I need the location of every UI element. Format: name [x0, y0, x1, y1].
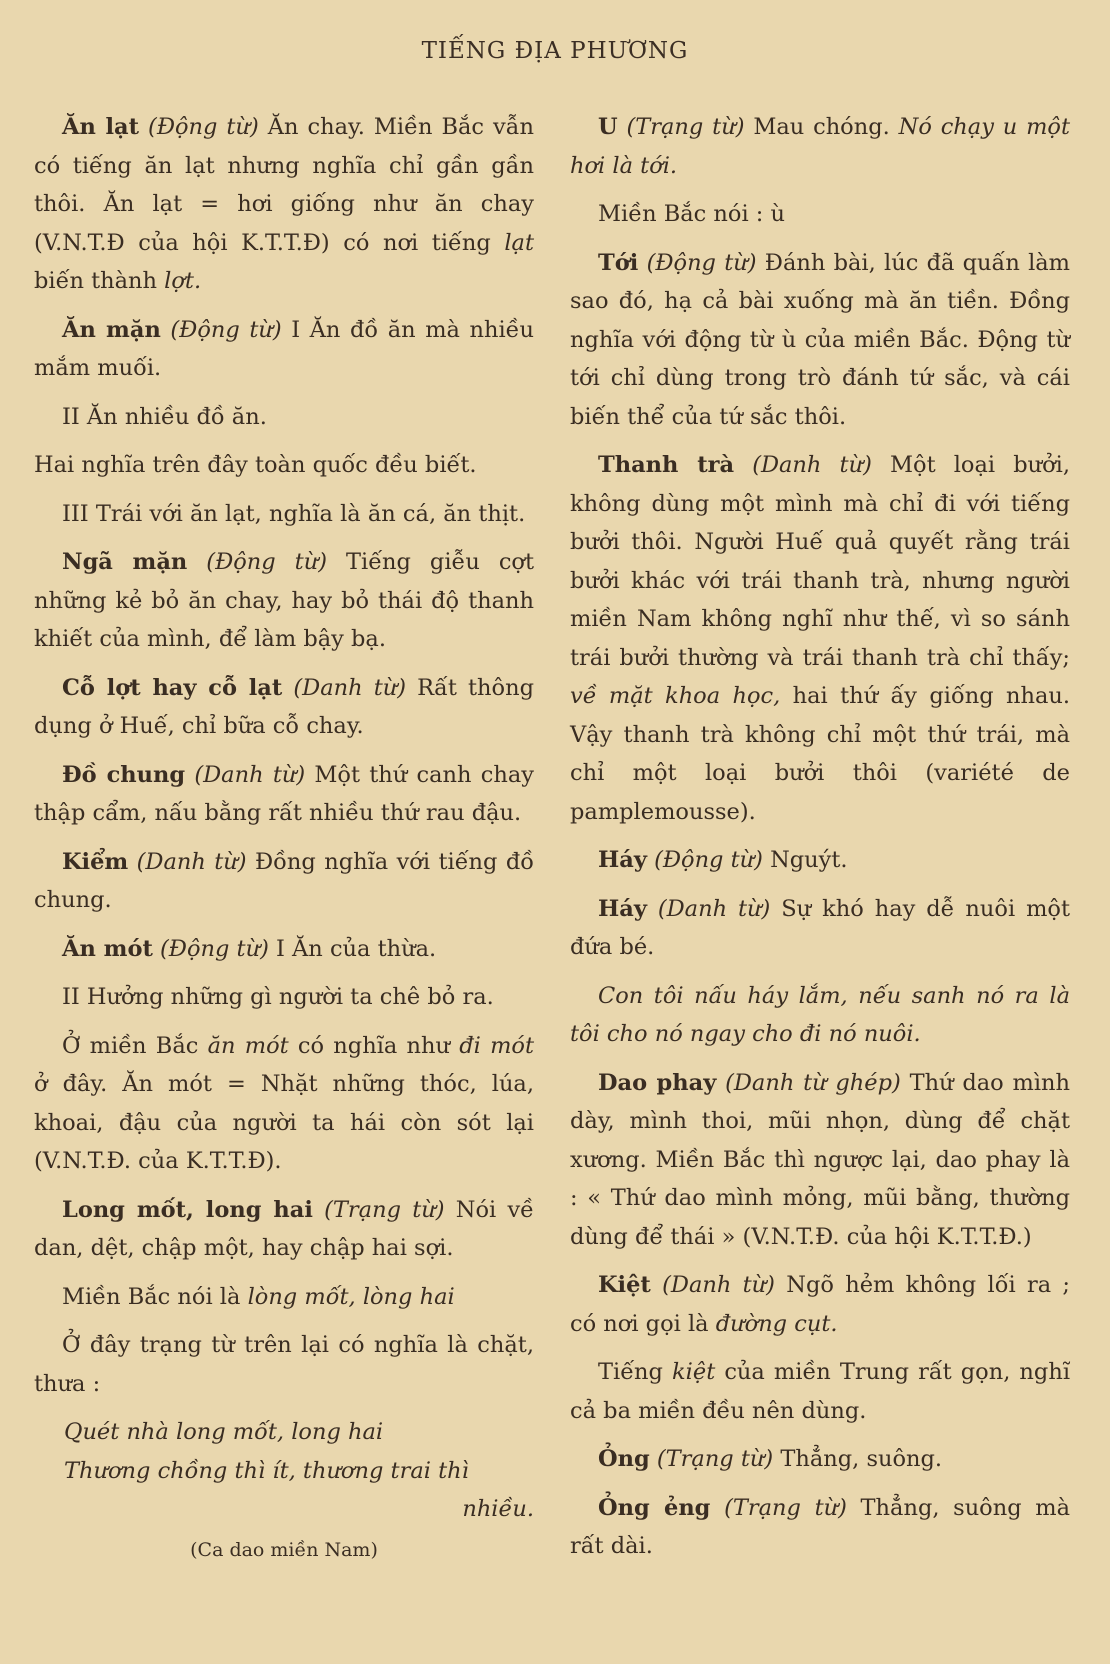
entry-an-man	[34, 311, 534, 388]
part-of-speech: (Trạng từ)	[324, 1196, 445, 1223]
headword: Ỏng ẻng	[598, 1494, 711, 1521]
entry-an-mot	[34, 930, 534, 969]
emphasis: đường cụt.	[715, 1310, 838, 1337]
quote-line: Thương chồng thì ít, thương trai thì	[64, 1457, 469, 1484]
right-column	[570, 108, 1070, 1576]
definition: I Ăn đồ ăn mà nhiều mắm muối.	[34, 316, 535, 381]
left-column	[34, 108, 534, 1588]
definition: Ngõ hẻm không lối ra ; có nơi gọi là	[570, 1272, 1071, 1337]
note-text: Miền Bắc nói là	[62, 1283, 241, 1310]
definition: Thẳng, suông mà rất dài.	[570, 1494, 1071, 1559]
headword: Kiệt	[598, 1272, 651, 1298]
definition: biến thành	[34, 268, 158, 294]
headword: Đồ chung	[62, 761, 186, 788]
folk-verse-quote	[34, 1413, 534, 1569]
part-of-speech: (Động từ)	[170, 316, 282, 343]
definition: Nguýt.	[770, 847, 848, 873]
quote-source: (Ca dao miền Nam)	[190, 1538, 378, 1561]
definition: Đồng nghĩa với tiếng đồ chung.	[34, 848, 534, 913]
headword: Háy	[598, 895, 647, 922]
entry-long-mot	[34, 1191, 534, 1268]
part-of-speech: (Danh từ)	[136, 848, 247, 875]
definition: Mau chóng.	[753, 114, 890, 140]
entry-nga-man	[34, 543, 534, 659]
emphasis: kiệt	[672, 1359, 716, 1385]
headword: Ngã mặn	[62, 549, 188, 575]
entry-do-chung	[34, 756, 534, 833]
note-text: Tiếng	[598, 1359, 663, 1385]
part-of-speech: (Danh từ)	[662, 1272, 775, 1298]
note-text: có nghĩa như	[297, 1032, 451, 1059]
definition: Một thứ canh chay thập cẩm, nấu bằng rất nhiều thứ rau đậu.	[34, 761, 534, 826]
part-of-speech: (Trạng từ)	[724, 1494, 847, 1521]
note-text: Ở miền Bắc	[62, 1032, 199, 1059]
page-header: TIẾNG ĐỊA PHƯƠNG	[421, 38, 689, 64]
emphasis: lạt	[504, 229, 534, 256]
entry-co-lot	[34, 669, 534, 746]
definition: Một loại bưởi, không dùng một mình mà chỉ đi với tiếng bưởi thôi. Người Huế quả quyết rằng trái bưởi khác với trái thanh trà, nhưng người miền Nam không nghĩ như thế, vì so sánh trái bưởi thường và trái thanh trà chỉ thấy;	[570, 452, 1071, 671]
entry-sense: II Ăn nhiều đồ ăn.	[62, 403, 267, 430]
entry-ong	[570, 1440, 1070, 1479]
entry-hay-verb	[570, 841, 1070, 880]
note-text: của miền Trung rất gọn, nghĩ cả ba miền đều nên dùng.	[570, 1359, 1071, 1424]
part-of-speech: (Động từ)	[148, 114, 259, 140]
headword: U	[598, 114, 618, 140]
headword: Háy	[598, 847, 647, 873]
entry-note: Hai nghĩa trên đây toàn quốc đều biết.	[34, 452, 477, 478]
part-of-speech: (Danh từ ghép)	[725, 1069, 901, 1096]
entry-kiet	[570, 1266, 1070, 1343]
entry-note: Miền Bắc nói : ù	[598, 201, 786, 227]
emphasis: đi mót	[459, 1032, 535, 1059]
entry-sense: II Hưởng những gì người ta chê bỏ ra.	[62, 984, 494, 1010]
definition: I Ăn của thừa.	[276, 935, 437, 962]
definition: Rất thông dụng ở Huế, chỉ bữa cỗ chay.	[34, 674, 534, 739]
entry-note	[570, 1353, 1070, 1430]
example-sentence: Con tôi nấu háy lắm, nếu sanh nó ra là tôi cho nó ngay cho đi nó nuôi.	[570, 982, 1070, 1047]
part-of-speech: (Động từ)	[654, 847, 763, 873]
definition: Ăn chay. Miền Bắc vẫn có tiếng ăn lạt nhưng nghĩa chỉ gần gần thôi. Ăn lạt = hơi giống như ăn chay (V.N.T.Đ của hội K.T.T.Đ) có nơi tiếng	[34, 114, 535, 256]
entry-hay-noun	[570, 890, 1070, 967]
emphasis: lợt.	[164, 268, 202, 294]
entry-toi	[570, 244, 1070, 437]
definition: Nói về dan, dệt, chập một, hay chập hai sợi.	[34, 1196, 535, 1261]
definition: Đánh bài, lúc đã quấn làm sao đó, hạ cả bài xuống mà ăn tiền. Đồng nghĩa với động từ ù của miền Bắc. Động từ tới chỉ dùng trong trò đánh tứ sắc, và cái biến thể của tứ sắc thôi.	[570, 249, 1071, 430]
part-of-speech: (Danh từ)	[293, 674, 407, 701]
headword: Ăn lạt	[62, 114, 140, 140]
definition: Thứ dao mình dày, mình thoi, mũi nhọn, dùng để chặt xương. Miền Bắc thì ngược lại, dao phay là : « Thứ dao mình mỏng, mũi bằng, thường dùng để thái » (V.N.T.Đ. của hội K.T.T.Đ.)	[570, 1069, 1070, 1250]
note-text: ở đây. Ăn mót = Nhặt những thóc, lúa, khoai, đậu của người ta hái còn sót lại (V.N.T.Đ. của K.T.T.Đ).	[34, 1071, 534, 1174]
definition: Thẳng, suông.	[780, 1446, 943, 1472]
entry-an-lat	[34, 108, 534, 301]
part-of-speech: (Trạng từ)	[656, 1446, 774, 1472]
entry-thanh-tra	[570, 446, 1070, 831]
entry-sense: III Trái với ăn lạt, nghĩa là ăn cá, ăn thịt.	[62, 500, 526, 527]
entry-note	[34, 1278, 534, 1317]
part-of-speech: (Động từ)	[646, 249, 757, 276]
part-of-speech: (Động từ)	[206, 549, 327, 575]
part-of-speech: (Danh từ)	[657, 895, 771, 922]
headword: Dao phay	[598, 1069, 717, 1096]
part-of-speech: (Trạng từ)	[626, 114, 745, 140]
example: Nó chạy u một hơi là tới.	[570, 114, 1071, 179]
quote-line: Quét nhà long mốt, long hai	[64, 1419, 384, 1445]
definition: hai thứ ấy giống nhau. Vậy thanh trà không chỉ một thứ trái, mà chỉ một loại bưởi thôi (variété de pamplemousse).	[570, 683, 1070, 825]
headword: Kiểm	[62, 848, 129, 875]
entry-ong-eng	[570, 1489, 1070, 1566]
headword: Ăn mót	[62, 935, 153, 962]
part-of-speech: (Danh từ)	[194, 761, 306, 788]
entry-kiem	[34, 843, 534, 920]
part-of-speech: (Động từ)	[160, 935, 269, 962]
emphasis: về mặt khoa học,	[570, 683, 781, 709]
headword: Cỗ lợt hay cỗ lạt	[62, 674, 283, 701]
headword: Ỏng	[598, 1446, 650, 1472]
headword: Ăn mặn	[62, 316, 161, 343]
headword: Tới	[598, 249, 639, 276]
emphasis: lòng mốt, lòng hai	[247, 1283, 455, 1310]
emphasis: ăn mót	[207, 1032, 289, 1059]
entry-note: Ở đây trạng từ trên lại có nghĩa là chặt, thưa :	[34, 1332, 534, 1397]
entry-u	[570, 108, 1070, 185]
part-of-speech: (Danh từ)	[752, 452, 872, 478]
definition: Tiếng giễu cợt những kẻ bỏ ăn chay, hay bỏ thái độ thanh khiết của mình, để làm bậy bạ.	[34, 549, 535, 652]
quote-line: nhiều.	[462, 1496, 534, 1522]
headword: Thanh trà	[598, 452, 735, 478]
definition: Sự khó hay dễ nuôi một đứa bé.	[570, 895, 1070, 960]
entry-note	[34, 1027, 534, 1181]
headword: Long mốt, long hai	[62, 1196, 313, 1223]
entry-dao-phay	[570, 1064, 1070, 1257]
